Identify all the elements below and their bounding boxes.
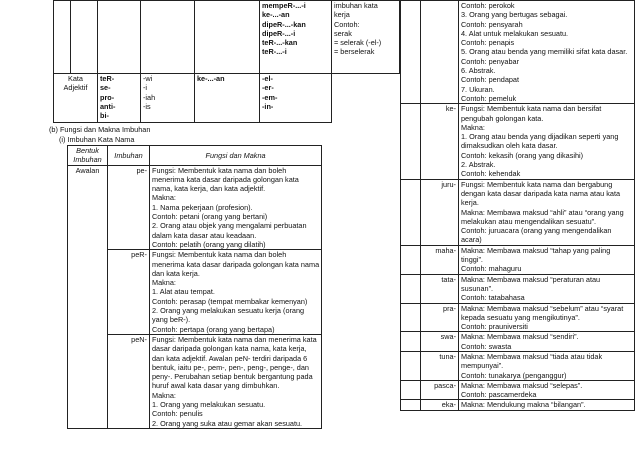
table-row bbox=[401, 303, 635, 332]
table-row bbox=[401, 179, 635, 245]
imbuhan-cell: ke- bbox=[421, 104, 459, 179]
imbuhan-cell: tuna- bbox=[421, 351, 459, 380]
imbuhan-cell: pra- bbox=[421, 303, 459, 332]
table-row bbox=[401, 104, 635, 179]
imbuhan-cell: eka- bbox=[421, 400, 459, 410]
imbuhan-cell bbox=[421, 1, 459, 104]
fungsi-makna-table-continued bbox=[400, 0, 635, 411]
table-row bbox=[54, 74, 400, 123]
imbuhan-cell: tata- bbox=[421, 274, 459, 303]
table-row bbox=[401, 1, 635, 104]
fungsi-cell: Makna: Membawa maksud “sendiri”. Contoh: swasta bbox=[459, 332, 635, 352]
imbuhan-cell: juru- bbox=[421, 179, 459, 245]
imbuhan-cell: peN- bbox=[108, 334, 150, 428]
sisipan-cell: -el- -er- -em- -in- bbox=[260, 74, 332, 123]
header-fungsi: Fungsi dan Makna bbox=[150, 146, 322, 166]
akhiran-cell: -wi -i -iah -is bbox=[141, 74, 195, 123]
header-imbuhan: Imbuhan bbox=[108, 146, 150, 166]
fungsi-cell: Fungsi: Membentuk kata nama dan bersifat pengubah golongan kata. Makna: 1. Orang atau benda yang dijadikan seperti yang dimaksudkan oleh kata dasar. Contoh: kekasih (orang yang dikasihi) 2. Abstrak. Contoh: kehendak bbox=[459, 104, 635, 179]
table-cell-imbuhan-list: mempeR-...-i ke-...-an dipeR-...-kan dipeR-...-i teR-...-kan teR-...-i bbox=[260, 1, 332, 74]
table-row bbox=[401, 380, 635, 400]
fungsi-cell: Makna: Membawa maksud “peraturan atau susunan”. Contoh: tatabahasa bbox=[459, 274, 635, 303]
imbuhan-table-top bbox=[53, 0, 400, 123]
header-bentuk: Bentuk Imbuhan bbox=[68, 146, 108, 166]
fungsi-cell: Fungsi: Membentuk kata nama dan boleh menerima kata dasar daripada golongan kata nama dan kata kerja. Makna: 1. Alat atau tempat. Contoh: perasap (tempat membakar kemenyan) 2. Orang yang melakukan sesuatu kerja (orang yang beR-). Contoh: pertapa (orang yang bertapa) bbox=[150, 250, 322, 335]
fungsi-cell: Makna: Membawa maksud “selepas”. Contoh: pascamerdeka bbox=[459, 380, 635, 400]
apitan-cell: ke-...-an bbox=[195, 74, 260, 123]
table-header-row bbox=[68, 146, 322, 166]
fungsi-cell: Makna: Membawa maksud “tiada atau tidak mempunyai”. Contoh: tunakarya (penganggur) bbox=[459, 351, 635, 380]
fungsi-cell: Makna: Mendukung makna “bilangan”. bbox=[459, 400, 635, 410]
table-row bbox=[401, 332, 635, 352]
table-row bbox=[401, 351, 635, 380]
fungsi-cell: Fungsi: Membentuk kata nama dan menerima kata dasar daripada golongan kata nama, kata kerja, dan kata adjektif. Awalan peN- terdiri daripada 6 bentuk, iaitu pe-, pem-, pen-, peng-, penge-, dan peny-. Perubahan setiap bentuk bergantung pada huruf awal kata dasar yang dimbuhkan. Makna: 1. Orang yang melakukan sesuatu. Contoh: penulis 2. Orang yang suka atau gemar akan sesuatu. bbox=[150, 334, 322, 428]
imbuhan-cell: peR- bbox=[108, 250, 150, 335]
fungsi-makna-table bbox=[67, 145, 322, 429]
table-row bbox=[401, 400, 635, 410]
imbuhan-cell: pe- bbox=[108, 165, 150, 250]
section-heading: (b) Fungsi dan Makna Imbuhan bbox=[49, 125, 151, 134]
table-row bbox=[401, 245, 635, 274]
table-cell-note: imbuhan kata kerja Contoh: serak = selerak (-el-) = berselerak bbox=[332, 1, 400, 74]
fungsi-cell: Fungsi: Membentuk kata nama dan boleh menerima kata dasar daripada golongan kata nama, kata kerja, dan kata adjektif. Makna: 1. Nama pekerjaan (profesion). Contoh: petani (orang yang bertani) 2. Orang atau objek yang mengalami perbuatan dalam kata dasar atau keadaan. Contoh: pelatih (orang yang dilatih) bbox=[150, 165, 322, 250]
kata-adjektif-label: Kata Adjektif bbox=[54, 74, 98, 123]
table-row bbox=[401, 274, 635, 303]
fungsi-cell: Contoh: perokok 3. Orang yang bertugas sebagai. Contoh: pensyarah 4. Alat untuk melakukan sesuatu. Contoh: penapis 5. Orang atau benda yang memiliki sifat kata dasar. Contoh: penyabar 6. Abstrak. Contoh: pendapat 7. Ukuran. Contoh: pemeluk bbox=[459, 1, 635, 104]
table-row bbox=[54, 1, 400, 74]
imbuhan-cell: swa- bbox=[421, 332, 459, 352]
imbuhan-cell: maha- bbox=[421, 245, 459, 274]
fungsi-cell: Makna: Membawa maksud “tahap yang paling tinggi”. Contoh: mahaguru bbox=[459, 245, 635, 274]
awalan-label: Awalan bbox=[68, 165, 108, 428]
subsection-heading: (i) Imbuhan Kata Nama bbox=[59, 135, 135, 144]
awalan-cell: teR- se- pro- anti- bi- bbox=[98, 74, 141, 123]
fungsi-cell: Makna: Membawa maksud “sebelum” atau “syarat kepada sesuatu yang mengikutinya”. Contoh: prauniversiti bbox=[459, 303, 635, 332]
fungsi-cell: Fungsi: Membentuk kata nama dan bergabung dengan kata dasar daripada kata nama atau kata kerja. Makna: Membawa maksud “ahli” atau “orang yang melakukan atau mengendalikan sesuatu”. Contoh: juruacara (orang yang mengendalikan acara) bbox=[459, 179, 635, 245]
imbuhan-cell: pasca- bbox=[421, 380, 459, 400]
table-row bbox=[68, 165, 322, 250]
